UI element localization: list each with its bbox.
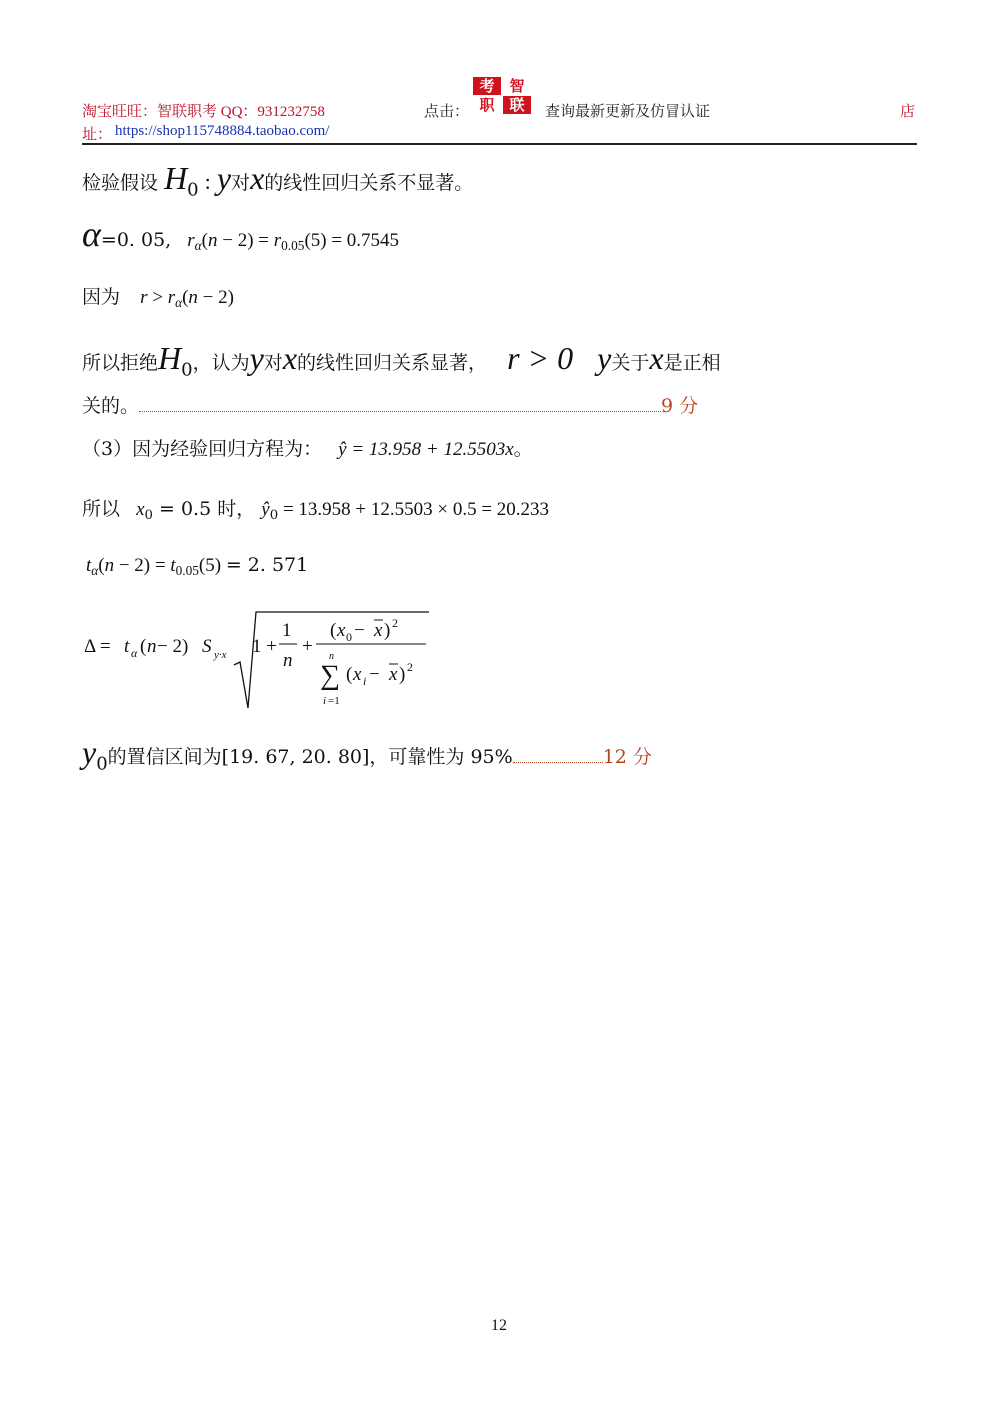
y0hat-subscript: 0 xyxy=(269,507,279,523)
y0hat-symbol: ŷ xyxy=(261,499,270,520)
page-number: 12 xyxy=(491,1317,507,1334)
header-rule xyxy=(82,143,917,145)
header-shop-url[interactable]: https://shop115748884.taobao.com/ xyxy=(115,123,330,139)
y-symbol-2: y xyxy=(249,340,264,376)
logo-char-2: 智 xyxy=(509,77,525,95)
svg-text:n: n xyxy=(147,636,157,657)
colon-symbol: : xyxy=(204,169,211,194)
logo-char-1: 考 xyxy=(473,77,501,95)
guande-text: 关的。 xyxy=(82,395,140,417)
reject-label: 所以拒绝 xyxy=(82,352,159,374)
svg-text:0: 0 xyxy=(346,630,352,644)
guanyu-text: 关于 xyxy=(611,352,650,374)
y0-symbol: y xyxy=(82,734,97,770)
because-label: 因为 xyxy=(82,286,121,308)
x0-subscript: 0 xyxy=(144,507,153,523)
dui-text: 对 xyxy=(231,172,251,194)
svg-text:2: 2 xyxy=(407,660,413,674)
alpha-symbol: α xyxy=(82,214,101,254)
dui-text-2: 对 xyxy=(263,352,283,374)
svg-text:x: x xyxy=(389,664,398,685)
h0-symbol: H xyxy=(164,160,188,196)
hypothesis-line xyxy=(82,160,473,208)
score-12: 12 分 xyxy=(602,746,652,768)
t-critical-value: = 2. 571 xyxy=(225,554,309,576)
critical-r-value: = 0.7545 xyxy=(331,230,400,251)
svg-text:i: i xyxy=(323,695,327,707)
zhilian-logo[interactable] xyxy=(473,77,533,115)
svg-text:−: − xyxy=(354,620,365,641)
svg-text:): ) xyxy=(399,664,406,685)
alpha-line: α=0. 05, $r_\alpha(n - 2) = r_{0.05}(5) = 0.7545$ xyxy=(82,214,400,254)
y0-subscript: 0 xyxy=(96,753,108,775)
header-click-label: 点击： xyxy=(424,104,470,120)
renwei-text: ，认为 xyxy=(192,352,250,374)
x-symbol-3: x xyxy=(649,340,664,376)
svg-text:x: x xyxy=(353,664,362,685)
svg-text:1 +: 1 + xyxy=(252,636,277,657)
delta-formula xyxy=(84,600,444,715)
header-query-link[interactable]: 查询最新更新及仿冒认证 xyxy=(545,104,711,120)
svg-text:−: − xyxy=(369,664,380,685)
regression-line xyxy=(82,434,533,461)
svg-text:i: i xyxy=(363,674,367,688)
svg-text:(: ( xyxy=(346,664,353,685)
svg-text:2: 2 xyxy=(392,616,398,630)
alpha-value: =0. 05, xyxy=(100,229,172,251)
logo-char-4: 联 xyxy=(503,96,531,114)
svg-text:): ) xyxy=(384,620,391,641)
confidence-interval-line xyxy=(82,732,652,784)
positive-corr-text: 是正相 xyxy=(663,352,721,374)
svg-text:S: S xyxy=(202,636,212,657)
svg-text:n: n xyxy=(329,651,334,662)
h0-symbol-2: H xyxy=(158,340,182,376)
svg-text:x: x xyxy=(337,620,346,641)
suoyi-text: 所以 xyxy=(82,498,121,520)
h0-subscript: 0 xyxy=(187,179,199,201)
svg-text:x: x xyxy=(374,620,383,641)
confidence-interval-text: 的置信区间为[19. 67, 20. 80]，可靠性为 95% xyxy=(107,746,513,768)
r-positive: r > 0 xyxy=(507,340,574,376)
svg-text:(: ( xyxy=(330,620,337,641)
header-shop-char: 店 xyxy=(900,104,916,120)
svg-text:+: + xyxy=(302,636,313,657)
x-symbol-2: x xyxy=(282,340,298,376)
hypothesis-label: 检验假设 xyxy=(82,172,159,194)
header-shop-line: 淘宝旺旺：智联职考 QQ：931232758 xyxy=(82,104,325,120)
regression-label: （3）因为经验回归方程为： xyxy=(82,438,323,460)
prediction-formula: = 13.958 + 12.5503 × 0.5 = 20.233 xyxy=(278,499,550,520)
prediction-line xyxy=(82,494,549,523)
significant-text: 的线性回归关系显著， xyxy=(297,352,488,374)
period: 。 xyxy=(513,438,533,460)
x0-value: = 0.5 时， xyxy=(152,498,256,520)
svg-text:− 2): − 2) xyxy=(157,636,189,657)
svg-text:Δ =: Δ = xyxy=(84,636,111,657)
y-symbol-3: y xyxy=(597,340,612,376)
dotted-leader-2 xyxy=(513,748,603,763)
svg-text:n: n xyxy=(283,650,293,671)
because-line: 因为 $r > r_\alpha(n - 2)$ xyxy=(82,286,234,310)
svg-text:=1: =1 xyxy=(328,695,340,707)
header-addr-label: 址： xyxy=(82,127,113,143)
svg-text:∑: ∑ xyxy=(320,660,340,691)
logo-char-3: 职 xyxy=(479,96,495,114)
y-symbol: y xyxy=(216,160,232,196)
svg-text:(: ( xyxy=(140,636,147,657)
h0-subscript-2: 0 xyxy=(181,359,193,381)
score-9: 9 分 xyxy=(661,395,699,417)
regression-formula: ŷ = 13.958 + 12.5503x xyxy=(338,439,514,460)
hypothesis-text: 的线性回归关系不显著。 xyxy=(264,172,474,194)
svg-text:y·x: y·x xyxy=(214,649,227,661)
svg-text:t: t xyxy=(124,636,130,657)
svg-text:α: α xyxy=(131,646,138,660)
x-symbol: x xyxy=(250,160,265,196)
x0-symbol: x xyxy=(136,499,145,520)
correlation-end-line xyxy=(82,391,698,418)
reject-line xyxy=(82,338,721,390)
dotted-leader-1 xyxy=(139,397,661,412)
svg-text:1: 1 xyxy=(282,620,292,641)
t-critical-line: $t_\alpha(n - 2) = t_{0.05}(5) = 2$. 571 xyxy=(86,554,309,578)
